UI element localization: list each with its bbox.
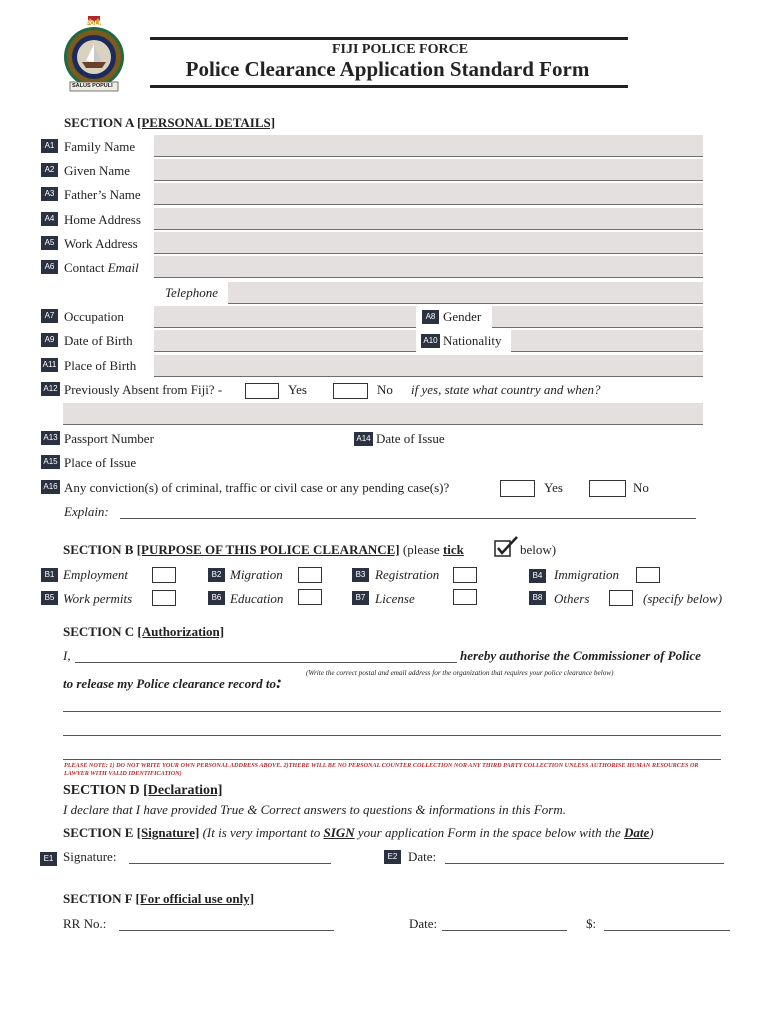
logo-motto: SALUS POPULI: [72, 83, 113, 89]
label-place-of-birth: Place of Birth: [64, 358, 137, 373]
option-employment-checkbox[interactable]: [152, 567, 176, 583]
section-d-heading: [63, 783, 222, 799]
option-others-specify: (specify below): [643, 591, 723, 606]
tag-b8: B8: [529, 591, 546, 605]
tag-a16: A16: [41, 480, 60, 494]
section-a-title: [PERSONAL DETAILS]: [136, 115, 276, 130]
place-of-birth-field[interactable]: [154, 355, 703, 377]
official-date-line[interactable]: [442, 914, 567, 931]
label-date-of-issue: Date of Issue: [376, 431, 445, 446]
label-rr-no: RR No.:: [63, 916, 107, 931]
option-employment-label: Employment: [63, 567, 128, 582]
tag-b3: B3: [352, 568, 369, 582]
option-migration-label: Migration: [230, 567, 283, 582]
given-name-field[interactable]: [154, 159, 703, 181]
section-f-title: [For official use only]: [135, 891, 255, 906]
absent-details-field[interactable]: [63, 403, 703, 425]
absent-yes-label: Yes: [288, 382, 307, 397]
signature-line[interactable]: [129, 847, 331, 864]
authorization-statement: hereby authorise the Commissioner of Police: [460, 648, 701, 663]
label-home-address: Home Address: [64, 212, 141, 227]
label-contact: Contact: [64, 260, 108, 275]
tag-a1: A1: [41, 139, 58, 153]
telephone-field[interactable]: [228, 282, 703, 304]
section-e-note-a: (It is very important to: [199, 825, 324, 840]
section-b-title: [PURPOSE OF THIS POLICE CLEARANCE]: [136, 542, 400, 557]
tag-a9: A9: [41, 333, 58, 347]
option-immigration-checkbox[interactable]: [636, 567, 660, 583]
label-telephone: Telephone: [165, 285, 218, 300]
option-others-label: Others: [554, 591, 590, 606]
amount-line[interactable]: [604, 914, 730, 931]
tag-e2: E2: [384, 850, 401, 864]
tag-b7: B7: [352, 591, 369, 605]
section-e-note-c: ): [649, 825, 654, 840]
label-given-name: Given Name: [64, 163, 131, 178]
absent-no-label: No: [377, 382, 393, 397]
section-c-title: [Authorization]: [137, 624, 225, 639]
release-address-line-2[interactable]: [63, 719, 721, 736]
header-bottom-rule: [150, 85, 628, 88]
tag-a3: A3: [41, 187, 58, 201]
conviction-no-checkbox[interactable]: [589, 480, 626, 497]
section-b-hint-a: (please: [399, 542, 443, 557]
label-family-name: Family Name: [64, 139, 136, 154]
label-signature: Signature:: [63, 849, 117, 864]
authorization-name-line[interactable]: [75, 646, 457, 663]
tag-a8: A8: [422, 310, 439, 324]
absent-no-checkbox[interactable]: [333, 383, 368, 399]
label-previously-absent: Previously Absent from Fiji? -: [64, 382, 223, 397]
contact-email-field[interactable]: [154, 256, 703, 278]
tag-a7: A7: [41, 309, 58, 323]
conviction-yes-checkbox[interactable]: [500, 480, 535, 497]
section-f-heading: [63, 891, 254, 907]
absent-yes-checkbox[interactable]: [245, 383, 279, 399]
declaration-text: I declare that I have provided True & Correct answers to questions & informations in this Form.: [63, 802, 567, 817]
tag-b5: B5: [41, 591, 58, 605]
release-colon: :: [276, 672, 282, 692]
home-address-field[interactable]: [154, 208, 703, 230]
nationality-field[interactable]: [511, 330, 703, 352]
section-e-heading: [63, 825, 654, 841]
label-passport-number: Passport Number: [64, 431, 154, 446]
tag-a5: A5: [41, 236, 58, 250]
label-official-date: Date:: [409, 916, 438, 931]
option-license-checkbox[interactable]: [453, 589, 477, 605]
release-address-line-3[interactable]: [63, 743, 721, 760]
section-a-heading: [64, 115, 275, 131]
tag-b1: B1: [41, 568, 58, 582]
label-nationality: Nationality: [443, 333, 502, 348]
section-e-note-b: your application Form in the space below with the: [354, 825, 624, 840]
tag-a13: A13: [41, 431, 60, 445]
release-text: to release my Police clearance record to: [63, 676, 276, 691]
label-occupation: Occupation: [64, 309, 124, 324]
label-amount: $:: [586, 916, 597, 931]
tag-e1: E1: [40, 852, 57, 866]
section-d-title: [Declaration]: [143, 783, 223, 798]
option-registration-label: Registration: [375, 567, 440, 582]
option-immigration-label: Immigration: [554, 567, 619, 582]
option-license-label: License: [375, 591, 415, 606]
option-education-label: Education: [230, 591, 284, 606]
option-work-permits-label: Work permits: [63, 591, 133, 606]
label-work-address: Work Address: [64, 236, 138, 251]
tag-a12: A12: [41, 382, 60, 396]
family-name-field[interactable]: [154, 135, 703, 157]
section-e-note-sign: SIGN: [323, 825, 355, 840]
conviction-yes-label: Yes: [544, 480, 563, 495]
absent-hint: if yes, state what country and when?: [411, 382, 601, 397]
label-explain: Explain:: [64, 504, 109, 519]
label-convictions: Any conviction(s) of criminal, traffic or civil case or any pending case(s)?: [64, 480, 450, 495]
label-signature-date: Date:: [408, 849, 437, 864]
page-title: Police Clearance Application Standard Form: [185, 57, 590, 81]
label-place-of-issue: Place of Issue: [64, 455, 137, 470]
release-address-line-1[interactable]: [63, 695, 721, 712]
section-c-prefix: SECTION C: [63, 624, 138, 639]
tag-a14: A14: [354, 432, 373, 446]
option-migration-checkbox[interactable]: [298, 567, 322, 583]
release-note: (Write the correct postal and email address for the organization that requires your police clearance below): [306, 669, 614, 677]
label-fathers-name: Father’s Name: [64, 187, 141, 202]
tag-a6: A6: [41, 260, 58, 274]
tag-b6: B6: [208, 591, 225, 605]
gender-field[interactable]: [492, 306, 703, 328]
occupation-field[interactable]: [154, 306, 416, 328]
option-work-permits-checkbox[interactable]: [152, 590, 176, 606]
authorization-i: I,: [63, 648, 71, 663]
tick-icon: [494, 536, 519, 557]
section-b-heading: [63, 542, 464, 558]
signature-date-line[interactable]: [445, 847, 724, 864]
org-name: FIJI POLICE FORCE: [331, 42, 469, 57]
label-email: Email: [107, 260, 139, 275]
tag-a15: A15: [41, 455, 60, 469]
rr-no-line[interactable]: [119, 914, 334, 931]
explain-line[interactable]: [120, 502, 696, 519]
section-f-prefix: SECTION F: [63, 891, 136, 906]
conviction-no-label: No: [633, 480, 649, 495]
section-e-prefix: SECTION E: [63, 825, 137, 840]
tag-b4: B4: [529, 569, 546, 583]
tag-b2: B2: [208, 568, 225, 582]
section-b-hint-tick: tick: [442, 542, 464, 557]
release-warning: PLEASE NOTE: 1) DO NOT WRITE YOUR OWN PERSONAL ADDRESS ABOVE. 2)THERE WILL BE NO PERSONAL COUNTER COLLECTION NOR ANY THIRD PARTY COLLECTION UNLESS AUTHORISE HUMAN RESOURCES OR LAWYER WITH VALID IDENTIFICATION): [64, 762, 699, 777]
option-education-checkbox[interactable]: [298, 589, 322, 605]
section-c-heading: [63, 624, 224, 640]
tag-a11: A11: [41, 358, 58, 372]
section-e-title: [Signature]: [136, 825, 200, 840]
section-a-prefix: SECTION A: [64, 115, 137, 130]
date-of-birth-field[interactable]: [154, 330, 416, 352]
option-others-checkbox[interactable]: [609, 590, 633, 606]
header-top-rule: [150, 37, 628, 40]
fathers-name-field[interactable]: [154, 183, 703, 205]
section-d-prefix: SECTION D: [63, 783, 144, 798]
section-e-note-date: Date: [623, 825, 650, 840]
label-contact-email: [64, 260, 139, 276]
label-date-of-birth: Date of Birth: [64, 333, 133, 348]
option-registration-checkbox[interactable]: [453, 567, 477, 583]
tag-a10: A10: [421, 334, 440, 348]
tag-a4: A4: [41, 212, 58, 226]
tag-a2: A2: [41, 163, 58, 177]
logo-text-top: FIJI POLICE: [74, 21, 109, 27]
label-gender: Gender: [443, 309, 482, 324]
release-statement: [63, 672, 282, 693]
section-b-hint-b: below): [520, 542, 557, 557]
section-b-prefix: SECTION B: [63, 542, 137, 557]
work-address-field[interactable]: [154, 232, 703, 254]
